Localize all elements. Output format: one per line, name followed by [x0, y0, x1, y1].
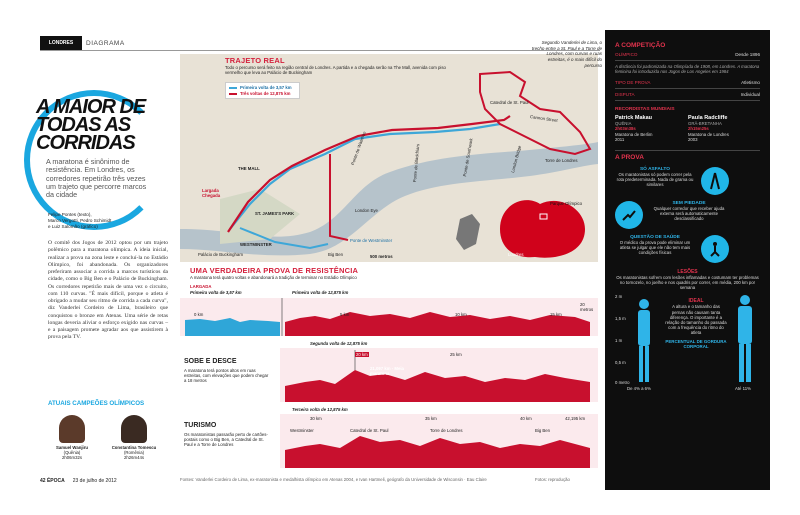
olympic-note: A distância foi padronizada na Olimpíada de 1908, em Londres. A maratona feminina foi introduzida nos Jogos de Los Angeles em 1984 [615, 64, 760, 75]
record-country: QUÊNIA [615, 121, 632, 127]
info-row [615, 77, 760, 89]
magazine-spread [30, 30, 770, 490]
woman-figure-icon [633, 298, 655, 384]
avatar [59, 415, 85, 443]
medic-runner-icon [701, 235, 729, 263]
rule-text-block [649, 201, 729, 221]
info-value: Desde 1896 [735, 52, 760, 57]
elevation-row-2 [180, 340, 598, 402]
label-big-ben: Big Ben [328, 252, 344, 257]
start-label: LARGADA [190, 284, 212, 289]
lap3-label: Terceira volta de 12,875 km [292, 407, 348, 412]
body-text: O comitê dos Jogos de 2012 optou por um trajeto polêmico para a maratona olímpica. A ideia inicial, realizar a prova na zona leste e concluí-la no Estádio Olímpico, foi abandonada. Os organizadores preferiram associar a corrida a marcos turísticos da cidade, como o Big Ben e o Palácio de Buckingham. Os corredores repetirão mais de uma vez o circuito, com 110 curvas. "É mais difícil, porque o atleta é obrigado a mudar seu ritmo de corrida a cada curva", diz Vanderlei Cordeiro de Lima, brasileiro que conquistou o bronze em Atenas. Uma série de retas longas deveria aliviar o esforço exigido nas curvas – e a paisagem promete agradar aos que assistirem à prova pela TV. [48, 240, 168, 341]
champions-box [48, 400, 168, 460]
champion-name: Constantina Tomescu [111, 445, 157, 450]
record-year: 2003 [688, 136, 698, 142]
legend-swatch [229, 87, 237, 89]
landmark-label: Westminster [290, 428, 314, 433]
label-westminster: WESTMINSTER [240, 242, 272, 247]
record-card [688, 115, 760, 142]
km-mark: 20 km [356, 352, 368, 357]
label-the-mall: THE MALL [238, 166, 260, 171]
issue-date: 23 de julho de 2012 [72, 478, 117, 484]
km-mark: 42,195 km [565, 416, 586, 421]
rule-item [615, 201, 760, 229]
info-label: OLÍMPICO [615, 52, 638, 57]
height-tick: 0,5 m [615, 360, 626, 366]
km-mark: 0 km [194, 312, 204, 317]
height-tick: 2 m [615, 294, 623, 300]
body-comparison [615, 294, 760, 394]
man-figure-icon [733, 294, 757, 384]
competition-title: A COMPETIÇÃO [615, 42, 666, 49]
km-mark: 35 km [425, 416, 437, 421]
lap2-label: Segunda volta de 12,875 km [310, 341, 368, 346]
records-title: RECORDISTAS MUNDIAIS [615, 107, 675, 113]
lap1-label: Primeira volta de 12,875 km [292, 290, 349, 295]
info-row [615, 49, 760, 61]
champions-title: ATUAIS CAMPEÕES OLÍMPICOS [48, 400, 145, 407]
record-name: Patrick Makau [615, 115, 652, 122]
elevation-title: UMA VERDADEIRA PROVA DE RESISTÊNCIA [190, 266, 359, 275]
rule-text-block [615, 167, 695, 187]
injuries-title: LESÕES [677, 268, 698, 275]
uk-silhouette [456, 214, 480, 250]
champion-card [48, 415, 96, 460]
elevation-subtitle: A maratona terá quatro voltas e abandonará a tradição de terminar no Estádio Olímpico [190, 275, 357, 280]
half-marathon-label: 21,097 km - Meia maratona [370, 366, 404, 377]
champion-card [110, 415, 158, 460]
info-value: Individual [740, 92, 760, 98]
label-start-finish: Largada Chegada [202, 188, 221, 199]
ideal-title: IDEAL [688, 298, 704, 305]
km-mark: 5 km [340, 312, 350, 317]
route-quote: Segundo Vanderlei de Lima, o trecho entre a St. Paul e a Torre de Londres, com curvas e ruas estreitas, é o mais difícil do percurso [531, 40, 602, 68]
route-legend [225, 82, 300, 99]
updown-title: SOBE E DESCE [184, 358, 237, 365]
updown-text: A maratona terá pontos altos em ruas estreitas, com elevações que podem chegar a 18 metros [184, 368, 269, 384]
side-panel [605, 30, 770, 490]
label-southwark: Ponte de Southwark [462, 137, 474, 177]
label-olympic-park: Parque Olímpico [550, 201, 583, 206]
rule-item [615, 235, 760, 263]
record-card [615, 115, 683, 142]
rule-text: Qualquer corredor que receber ajuda externa será automaticamente desclassificado [653, 205, 725, 222]
rule-text: Os maratonistas só podem correr pela rota predeterminada. Nada de grama ou similares [616, 171, 694, 188]
label-london-eye: London Eye [355, 208, 378, 213]
credit-line: e Luiz Salomão (gráfico) [48, 224, 98, 230]
label-blackfriars: Ponte de Blackfriars [412, 143, 421, 183]
section-label: DIAGRAMA [86, 40, 125, 47]
unit-label: 20 metros [580, 302, 594, 313]
fat-title: PERCENTUAL DE GORDURA CORPORAL [665, 339, 727, 350]
record-time: 2h03m38s [615, 126, 636, 132]
ideal-text: A altura e o tamanho das pernas não causam tanta diferença. O importante é a relação do tamanho do passada com a frequência do ritmo do atleta [665, 304, 727, 336]
champion-name: Samuel Wanjiru [55, 445, 89, 450]
info-value: Atletismo [741, 80, 760, 86]
champion-country: (Quênia) [63, 450, 81, 456]
london-logo [40, 36, 82, 50]
km-mark: 30 km [310, 416, 322, 421]
header-rule [40, 50, 600, 51]
credits [48, 212, 111, 231]
headline: A MAIOR DE TODAS AS CORRIDAS [36, 96, 146, 154]
landmark-label: Big Ben [535, 428, 551, 433]
record-place: Maratona de Berlim [615, 131, 653, 137]
sources: Fontes: Vanderlei Cordeiro de Lima, ex-maratonista e medalhista olímpico em Atenas 2004, e Ivan Hartmeli, geógrafo da Universidade de Wisconsin · Eau Claire [180, 477, 487, 482]
label-buckingham: Palácio de Buckingham [198, 252, 243, 257]
label-london-bridge: London Bridge [510, 144, 523, 174]
record-name: Paula Radcliffe [688, 115, 728, 122]
height-tick: 0 metro [615, 380, 630, 386]
brand-label: LONDRES [48, 40, 74, 46]
elevation-profile-3 [180, 406, 598, 468]
info-label: DISPUTA [615, 92, 635, 98]
km-mark: 15 km [550, 312, 562, 317]
ideal-block [665, 298, 727, 349]
label-london: Londres [508, 252, 524, 257]
record-time: 2h15m25s [688, 126, 709, 132]
helping-hands-icon [615, 201, 643, 229]
km-mark: 40 km [520, 416, 532, 421]
scale-label: 500 metros [370, 254, 393, 259]
label-westminster-bridge: Ponte de Westminster [350, 238, 393, 243]
credit-line: Marco Vergotti, Pedro Schimidt [48, 218, 112, 224]
tourism-text: Os maratonistas passarão perto de cartões-postais como o Big Ben, a Catedral de St. Paul e a Torre de Londres [184, 432, 268, 448]
label-cannon-street: Cannon Street [529, 114, 558, 123]
route-desc: Todo o percurso será feito na região central de Londres. A partida e a chegada serão na The Mall, avenida com piso vermelho que leva ao Palácio de Buckingham [225, 65, 446, 76]
woman-stat: De 4% a 6% [627, 386, 651, 392]
rules-title: A PROVA [615, 150, 760, 161]
rule-item [615, 167, 760, 195]
rule-title: SÓ ASFALTO [639, 166, 671, 172]
rule-text: O médico da prova pode eliminar um atleta se julgar que ele não tem mais condições físicas [619, 239, 691, 256]
legend-swatch [229, 93, 237, 95]
km-mark: 10 km [455, 312, 467, 317]
record-place: Maratona de Londres [688, 131, 729, 137]
greater-london-inset [500, 200, 585, 258]
first-lap-label: Primeira volta de 3,57 km [190, 290, 242, 295]
record-country: GRÃ-BRETANHA [688, 121, 722, 127]
rule-text-block [615, 235, 695, 255]
label-waterloo: Ponte de Waterloo [350, 130, 367, 166]
footer [40, 478, 117, 484]
km-mark: 25 km [450, 352, 462, 357]
elevation-row-3 [180, 406, 598, 468]
rule-title: QUESTÃO DE SAÚDE [630, 234, 680, 240]
label-tower: Torre de Londres [545, 158, 578, 163]
height-tick: 1 m [615, 338, 623, 344]
avatar [121, 415, 147, 443]
route-map [180, 54, 598, 262]
man-stat: Até 11% [735, 386, 751, 392]
records-list [615, 115, 760, 142]
champion-country: (Romênia) [123, 450, 145, 456]
photo-credits: Fotos: reprodução [535, 477, 570, 482]
page-number: 42 ÉPOCA [40, 478, 65, 484]
elevation-row-1 [180, 282, 598, 336]
height-tick: 1,5 m [615, 316, 626, 322]
label-st-paul: Catedral de St. Paul [490, 100, 529, 105]
three-laps-path [480, 72, 590, 154]
info-label: TIPO DE PROVA [615, 80, 651, 86]
credit-line: Felipe Pontes (texto), [48, 212, 92, 217]
asphalt-road-icon [701, 167, 729, 195]
rule-title: SEM PIEDADE [672, 200, 706, 206]
landmark-label: Catedral de St. Paul [350, 428, 389, 433]
champion-time: 2h26m44s [123, 455, 145, 461]
record-year: 2011 [615, 136, 625, 142]
route-title: TRAJETO REAL [225, 56, 285, 65]
legend-label: Primeira volta de 3,57 km [240, 85, 292, 90]
legend-item [229, 91, 296, 96]
info-row [615, 89, 760, 101]
landmark-label: Torre de Londres [430, 428, 463, 433]
legend-item [229, 85, 296, 90]
injuries-text: Os maratonistas sofrem com lesões inflamadas e costumam ter problemas no tornozelo, no joelho e nos quadris por correr, em média, 200 km por semana [616, 274, 759, 291]
elevation-profile-1 [180, 282, 598, 336]
legend-label: Três voltas de 12,875 km [240, 91, 291, 97]
tourism-title: TURISMO [184, 422, 217, 429]
label-st-james: ST. JAMES'S PARK [255, 211, 295, 216]
champion-time: 2h06m32s [61, 455, 83, 461]
lead: A maratona é sinônimo de resistência. Em Londres, os corredores repetirão três vezes um trajeto que percorre marcos da cidade [46, 157, 147, 200]
